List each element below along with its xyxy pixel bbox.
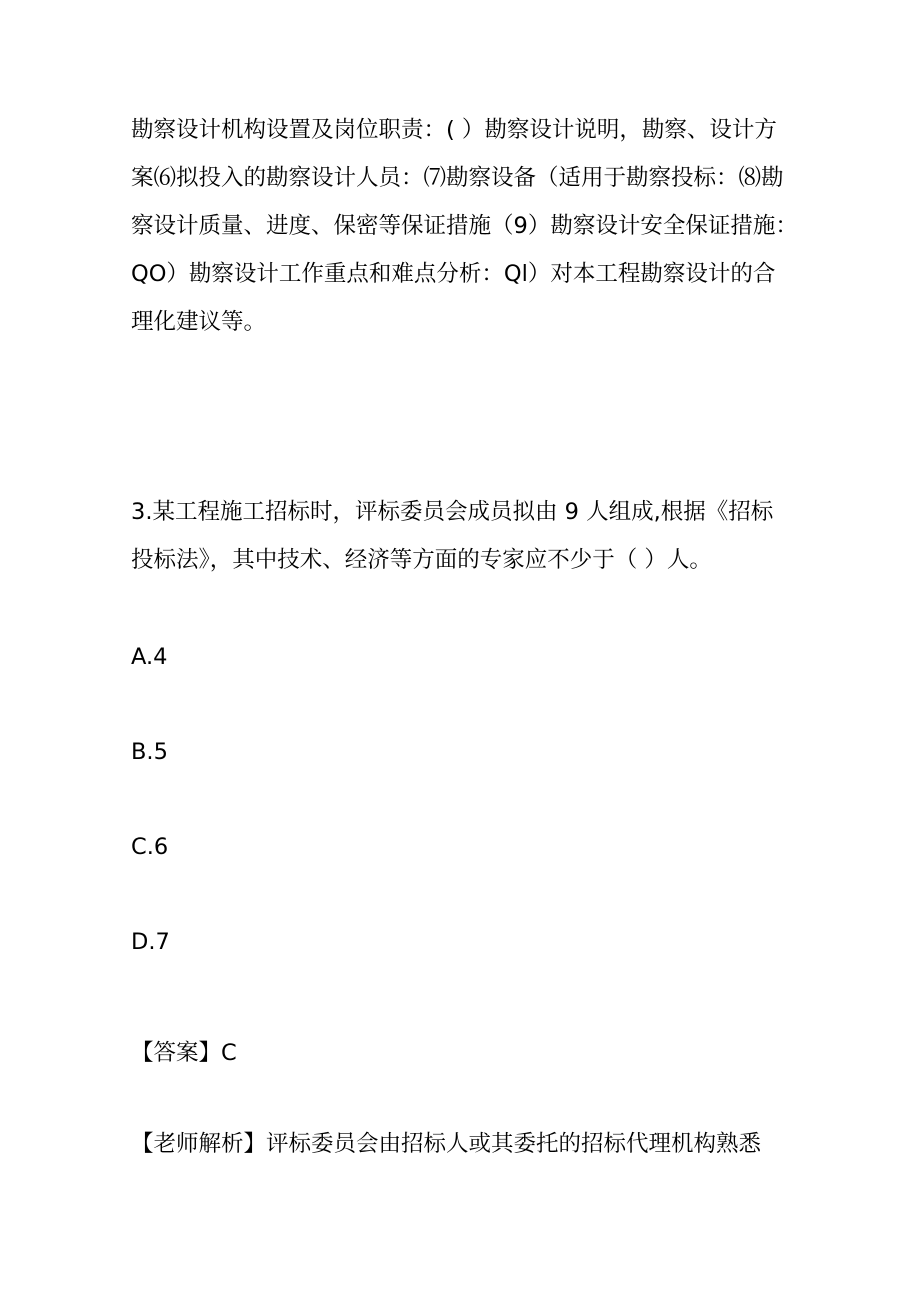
intro-line: 理化建议等。	[131, 309, 267, 335]
intro-line: 勘察设计机构设置及岗位职责：( ）勘察设计说明，勘察、设计方	[131, 117, 777, 143]
option-d: D.7	[131, 929, 170, 955]
option-b: B.5	[131, 739, 168, 765]
question-line: 投标法》，其中技术、经济等方面的专家应不少于（ ）人。	[131, 547, 712, 573]
option-a: A.4	[131, 644, 168, 670]
question-line: 3.某工程施工招标时，评标委员会成员拟由 9 人组成,根据《招标	[131, 499, 774, 525]
intro-paragraph	[131, 106, 798, 346]
intro-line: 案⑹拟投入的勘察设计人员：⑺勘察设备（适用于勘察投标：⑻勘	[131, 165, 784, 191]
analysis-line: 【老师解析】评标委员会由招标人或其委托的招标代理机构熟悉	[131, 1131, 762, 1157]
option-c: C.6	[131, 834, 169, 860]
question-paragraph	[131, 488, 791, 584]
answer-line: 【答案】C	[131, 1040, 237, 1066]
intro-line: 察设计质量、进度、保密等保证措施（9）勘察设计安全保证措施：	[131, 213, 798, 239]
intro-line: QO）勘察设计工作重点和难点分析：Ql）对本工程勘察设计的合	[131, 261, 776, 287]
